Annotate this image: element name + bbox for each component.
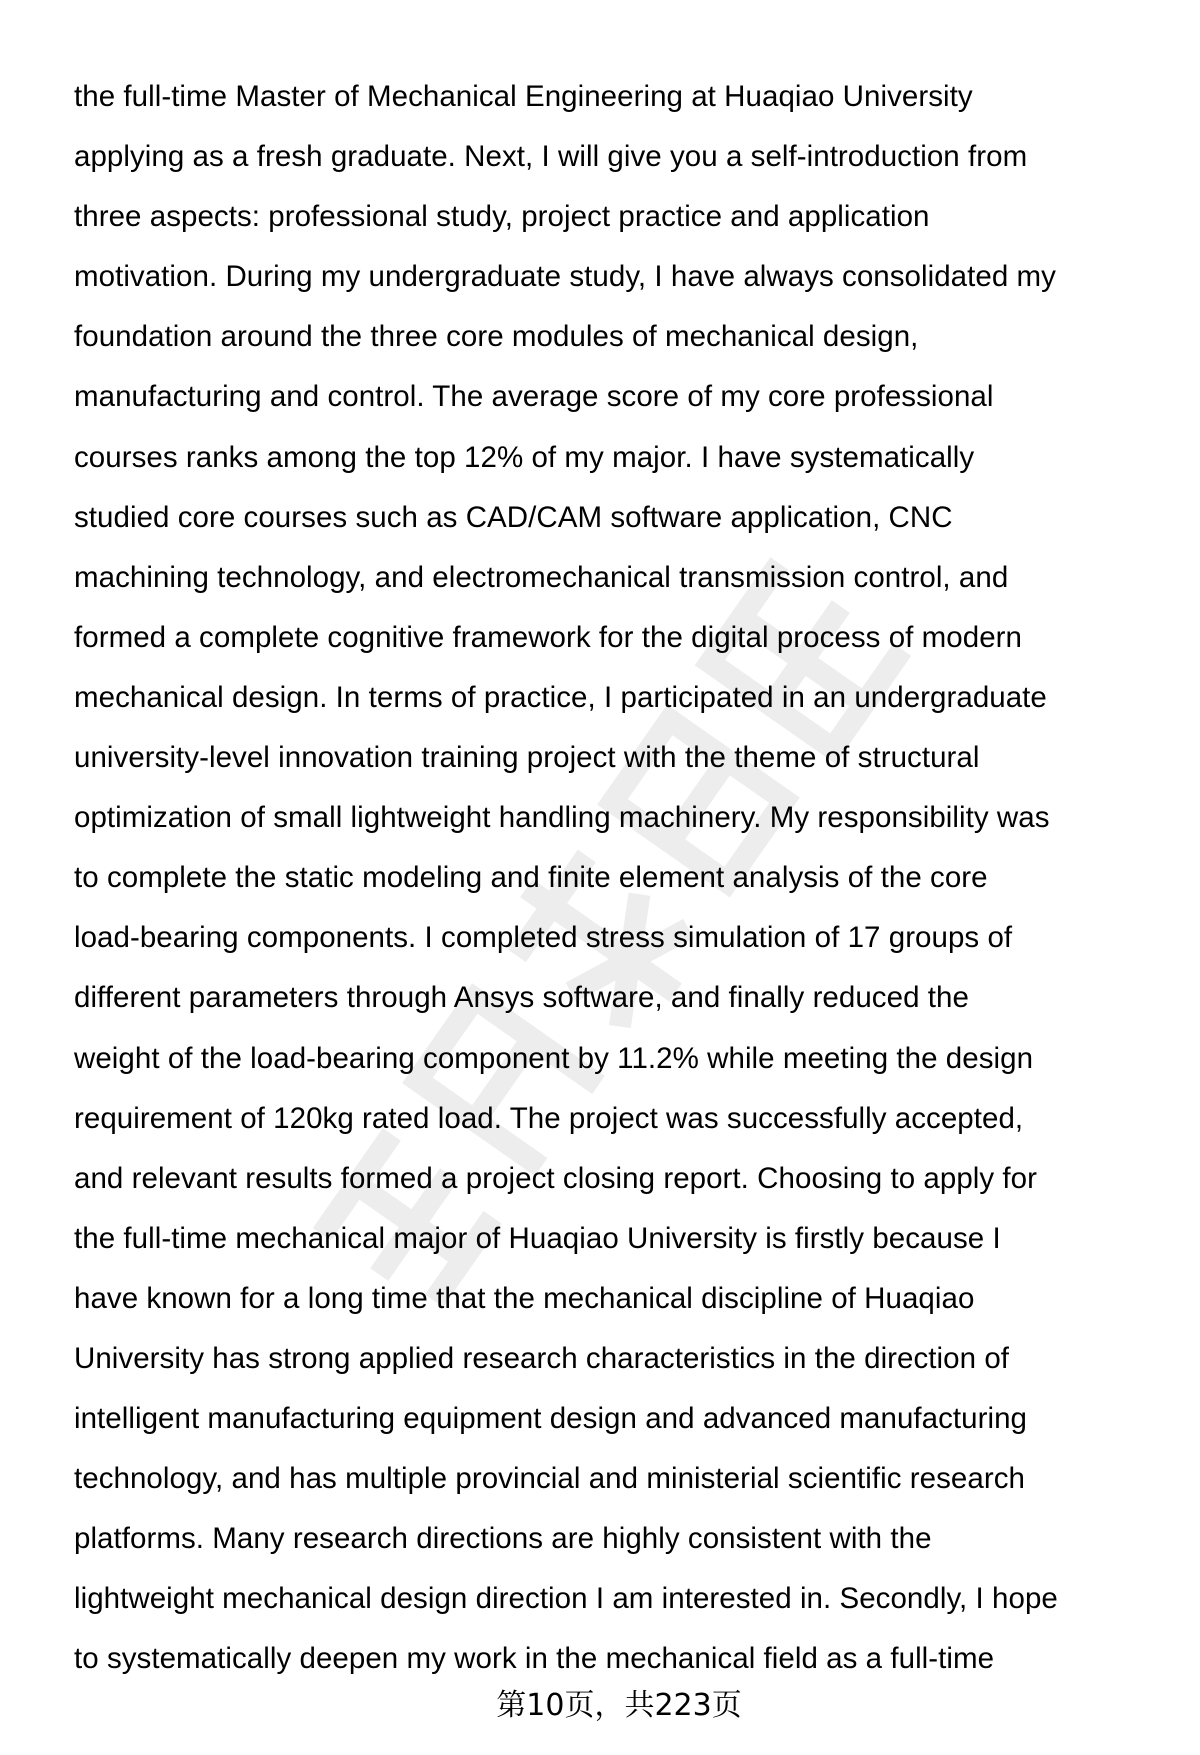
text-line: platforms. Many research directions are highly consistent with the [74, 1522, 932, 1556]
text-line: to systematically deepen my work in the mechanical field as a full-time [74, 1642, 995, 1676]
document-body [74, 67, 1169, 1690]
text-line: to complete the static modeling and finite element analysis of the core [74, 861, 988, 895]
text-line: studied core courses such as CAD/CAM software application, CNC [74, 500, 953, 534]
text-line: the full-time mechanical major of Huaqiao University is firstly because I [74, 1221, 1001, 1255]
text-line: requirement of 120kg rated load. The project was successfully accepted, [74, 1101, 1024, 1135]
text-line: different parameters through Ansys software, and finally reduced the [74, 981, 969, 1015]
text-line: foundation around the three core modules of mechanical design, [74, 320, 919, 354]
text-line: manufacturing and control. The average score of my core professional [74, 380, 994, 414]
text-line: and relevant results formed a project closing report. Choosing to apply for [74, 1161, 1038, 1195]
page-number-footer: 第10页，共223页 [496, 1688, 742, 1723]
text-line: have known for a long time that the mechanical discipline of Huaqiao [74, 1281, 975, 1315]
text-line: university-level innovation training project with the theme of structural [74, 741, 980, 775]
text-line: applying as a fresh graduate. Next, I will give you a self-introduction from [74, 140, 1028, 174]
text-line: lightweight mechanical design direction I am interested in. Secondly, I hope [74, 1582, 1058, 1616]
text-line: formed a complete cognitive framework for the digital process of modern [74, 620, 1022, 654]
text-line: the full-time Master of Mechanical Engineering at Huaqiao University [74, 80, 973, 113]
text-line: mechanical design. In terms of practice, I participated in an undergraduate [74, 680, 1047, 714]
text-line: motivation. During my undergraduate study, I have always consolidated my [74, 260, 1056, 294]
text-line: intelligent manufacturing equipment design and advanced manufacturing [74, 1402, 1027, 1436]
text-line: optimization of small lightweight handling machinery. My responsibility was [74, 801, 1050, 835]
text-line: weight of the load-bearing component by 11.2% while meeting the design [74, 1041, 1034, 1075]
text-line: technology, and has multiple provincial and ministerial scientific research [74, 1462, 1025, 1496]
text-line: load-bearing components. I completed stress simulation of 17 groups of [74, 921, 1013, 955]
text-line: University has strong applied research characteristics in the direction of [74, 1341, 1010, 1375]
text-line: courses ranks among the top 12% of my major. I have systematically [74, 440, 975, 474]
text-line: machining technology, and electromechanical transmission control, and [74, 560, 1009, 594]
text-line: three aspects: professional study, project practice and application [74, 200, 930, 234]
